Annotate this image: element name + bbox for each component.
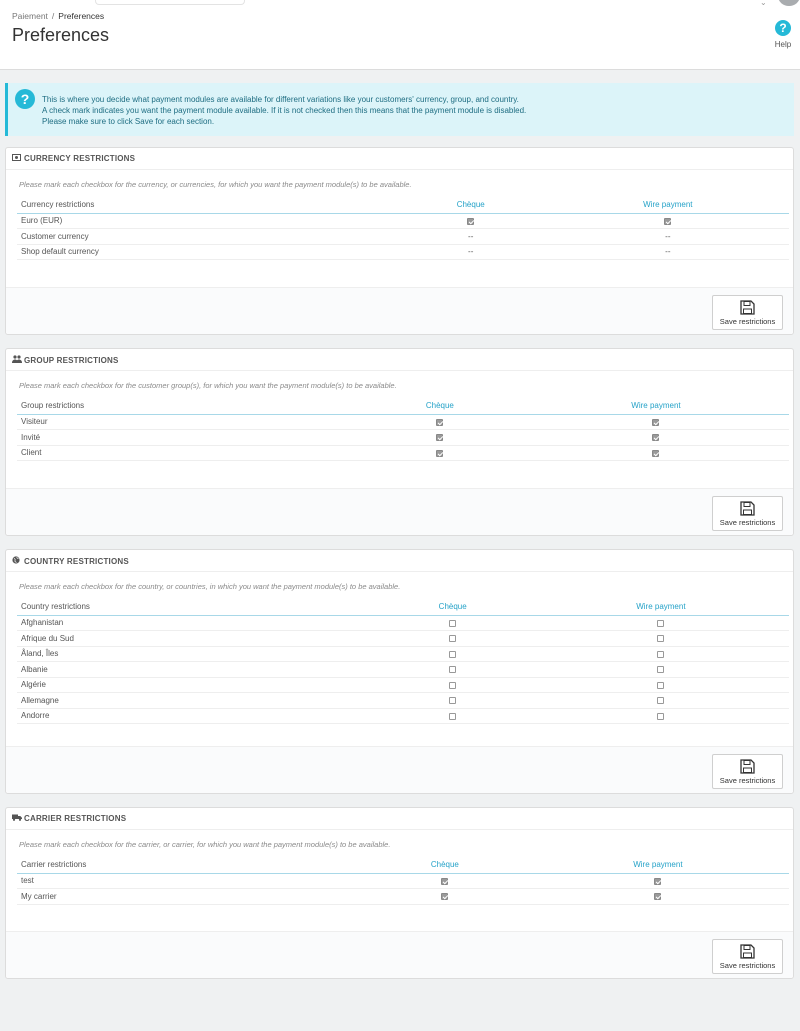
restrictions-table: [17, 598, 789, 724]
cheque-checkbox[interactable]: [449, 620, 456, 627]
cheque-checkbox[interactable]: [441, 893, 448, 900]
table-row: [17, 244, 789, 260]
column-header-name: Group restrictions: [17, 397, 357, 414]
cheque-na: --: [395, 229, 543, 245]
save-restrictions-button[interactable]: [712, 295, 783, 330]
cheque-checkbox[interactable]: [449, 697, 456, 704]
currency-restrictions-panel: [5, 147, 794, 335]
chevron-down-icon[interactable]: ⌄: [760, 0, 767, 7]
table-row: [17, 430, 789, 446]
panel-heading: [6, 550, 793, 572]
page-title: Preferences: [12, 25, 110, 45]
column-header-wire[interactable]: Wire payment: [519, 397, 789, 414]
panel-title: COUNTRY RESTRICTIONS: [24, 557, 129, 566]
alert-line: A check mark indicates you want the payment module available. If it is not checked then this means that the payment module is disabled.: [42, 106, 527, 115]
help-button[interactable]: [768, 20, 798, 49]
cheque-checkbox[interactable]: [436, 450, 443, 457]
row-label: Afrique du Sud: [17, 631, 373, 647]
wire-checkbox[interactable]: [652, 450, 659, 457]
cheque-checkbox[interactable]: [436, 419, 443, 426]
save-restrictions-button[interactable]: [712, 754, 783, 789]
wire-checkbox[interactable]: [654, 878, 661, 885]
floppy-disk-icon: [740, 944, 755, 959]
column-header-wire[interactable]: Wire payment: [523, 856, 789, 873]
wire-na: --: [543, 229, 789, 245]
row-label: Invité: [17, 430, 357, 446]
cheque-na: --: [395, 244, 543, 260]
column-header-name: Country restrictions: [17, 598, 373, 615]
panel-title: CARRIER RESTRICTIONS: [24, 814, 127, 823]
cheque-checkbox[interactable]: [449, 666, 456, 673]
info-alert: [5, 83, 794, 136]
cheque-checkbox[interactable]: [449, 713, 456, 720]
table-row: [17, 708, 789, 724]
table-row: [17, 229, 789, 245]
save-button-label: Save restrictions: [719, 518, 776, 527]
panel-heading: [6, 808, 793, 830]
table-row: [17, 615, 789, 631]
row-label: Åland, Îles: [17, 646, 373, 662]
wire-checkbox[interactable]: [657, 651, 664, 658]
row-label: Shop default currency: [17, 244, 395, 260]
question-icon: ?: [775, 20, 791, 36]
wire-checkbox[interactable]: [657, 635, 664, 642]
breadcrumb: [12, 11, 104, 21]
cheque-checkbox[interactable]: [436, 434, 443, 441]
table-row: [17, 889, 789, 905]
panel-footer: [6, 931, 793, 978]
panel-heading: [6, 349, 793, 371]
truck-icon: [12, 814, 22, 823]
row-label: Afghanistan: [17, 615, 373, 631]
top-search-box[interactable]: [95, 0, 245, 5]
floppy-disk-icon: [740, 300, 755, 315]
row-label: Algérie: [17, 677, 373, 693]
table-row: [17, 631, 789, 647]
panel-heading: [6, 148, 793, 170]
wire-na: --: [543, 244, 789, 260]
globe-icon: [12, 556, 22, 566]
panel-footer: [6, 287, 793, 334]
breadcrumb-parent-link[interactable]: Paiement: [12, 11, 48, 21]
table-row: [17, 873, 789, 889]
save-button-label: Save restrictions: [719, 961, 776, 970]
row-label: Albanie: [17, 662, 373, 678]
save-restrictions-button[interactable]: [712, 939, 783, 974]
wire-checkbox[interactable]: [657, 666, 664, 673]
alert-line: This is where you decide what payment modules are available for different variations like your customers' currency, group, and country.: [42, 95, 519, 104]
column-header-wire[interactable]: Wire payment: [529, 598, 789, 615]
panel-description: Please mark each checkbox for the carrier, or carrier, for which you want the payment module(s) to be available.: [19, 840, 391, 849]
row-label: Customer currency: [17, 229, 395, 245]
column-header-wire[interactable]: Wire payment: [543, 196, 789, 213]
wire-checkbox[interactable]: [657, 713, 664, 720]
row-label: Client: [17, 445, 357, 461]
page-header: [0, 0, 800, 70]
country-restrictions-panel: [5, 549, 794, 794]
wire-checkbox[interactable]: [652, 419, 659, 426]
wire-checkbox[interactable]: [657, 682, 664, 689]
wire-checkbox[interactable]: [657, 620, 664, 627]
wire-checkbox[interactable]: [664, 218, 671, 225]
column-header-name: Currency restrictions: [17, 196, 395, 213]
table-row: [17, 414, 789, 430]
carrier-restrictions-panel: [5, 807, 794, 979]
wire-checkbox[interactable]: [652, 434, 659, 441]
save-restrictions-button[interactable]: [712, 496, 783, 531]
wire-checkbox[interactable]: [654, 893, 661, 900]
table-row: [17, 677, 789, 693]
row-label: Andorre: [17, 708, 373, 724]
panel-description: Please mark each checkbox for the country, or countries, in which you want the payment module(s) to be available.: [19, 582, 401, 591]
avatar[interactable]: [778, 0, 800, 6]
row-label: Euro (EUR): [17, 213, 395, 229]
wire-checkbox[interactable]: [657, 697, 664, 704]
column-header-cheque[interactable]: Chèque: [395, 196, 543, 213]
panel-description: Please mark each checkbox for the currency, or currencies, for which you want the payment module(s) to be available.: [19, 180, 412, 189]
table-row: [17, 646, 789, 662]
row-label: Allemagne: [17, 693, 373, 709]
floppy-disk-icon: [740, 501, 755, 516]
table-row: [17, 213, 789, 229]
column-header-cheque[interactable]: Chèque: [363, 856, 523, 873]
table-row: [17, 662, 789, 678]
group-restrictions-panel: [5, 348, 794, 536]
panel-footer: [6, 746, 793, 793]
breadcrumb-separator: /: [51, 11, 55, 21]
restrictions-table: [17, 856, 789, 905]
column-header-cheque[interactable]: Chèque: [357, 397, 519, 414]
column-header-cheque[interactable]: Chèque: [373, 598, 529, 615]
cheque-checkbox[interactable]: [449, 635, 456, 642]
save-button-label: Save restrictions: [719, 776, 776, 785]
cheque-checkbox[interactable]: [441, 878, 448, 885]
column-header-name: Carrier restrictions: [17, 856, 363, 873]
question-icon: ?: [15, 89, 35, 109]
cheque-checkbox[interactable]: [467, 218, 474, 225]
money-icon: [12, 154, 22, 163]
help-label: Help: [774, 40, 792, 49]
table-row: [17, 445, 789, 461]
panel-title: CURRENCY RESTRICTIONS: [24, 154, 136, 163]
users-icon: [12, 355, 22, 365]
restrictions-table: [17, 397, 789, 461]
cheque-checkbox[interactable]: [449, 682, 456, 689]
save-button-label: Save restrictions: [719, 317, 776, 326]
row-label: test: [17, 873, 363, 889]
table-row: [17, 693, 789, 709]
restrictions-table: [17, 196, 789, 260]
panel-description: Please mark each checkbox for the customer group(s), for which you want the payment module(s) to be available.: [19, 381, 397, 390]
floppy-disk-icon: [740, 759, 755, 774]
row-label: My carrier: [17, 889, 363, 905]
row-label: Visiteur: [17, 414, 357, 430]
breadcrumb-current: Preferences: [58, 11, 105, 21]
panel-title: GROUP RESTRICTIONS: [24, 356, 119, 365]
panel-footer: [6, 488, 793, 535]
alert-line: Please make sure to click Save for each section.: [42, 117, 215, 126]
cheque-checkbox[interactable]: [449, 651, 456, 658]
